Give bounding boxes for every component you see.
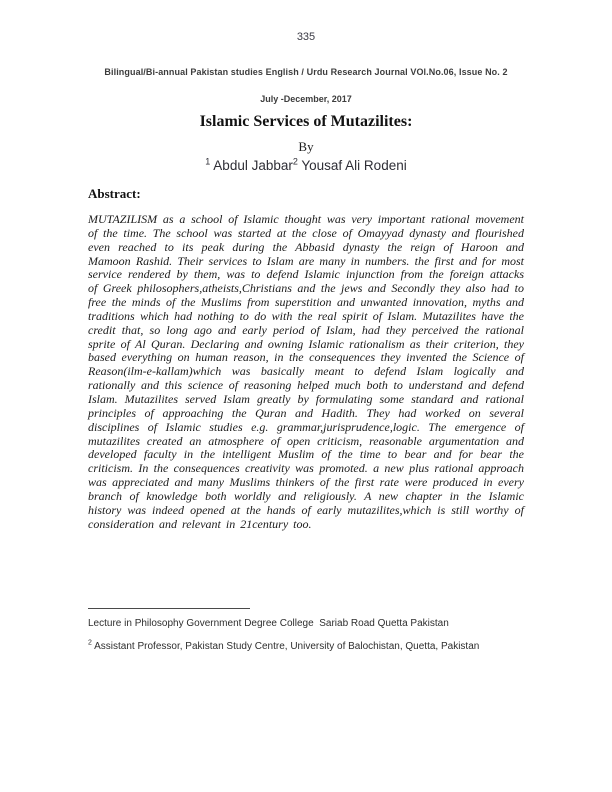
byline: By: [298, 139, 314, 154]
footnote-separator-rule: [88, 608, 250, 609]
page-number: 335: [296, 31, 316, 43]
author2-name: Yousaf Ali Rodeni: [297, 158, 407, 173]
author2-footnote-marker: 2: [292, 156, 298, 167]
footnote-2-text: Assistant Professor, Pakistan Study Centre, University of Balochistan, Quetta, Pakistan: [91, 641, 480, 652]
issue-date: July -December, 2017: [260, 94, 352, 104]
footnote-2: [88, 641, 552, 652]
abstract-text: MUTAZILISM as a school of Islamic thought was very important rational movement of the time. The school was started at the close of Omayyad dynasty and flourished even reached to its peak during the Abbasid dynasty the reign of Haroon and Mamoon Rashid. Their services to Islam are many in numbers. the first and for most service rendered by them, was to defend Islamic injunction from the foreign attacks of Greek philosophers,atheists,Christians and the jews and Secondly they also had to free the minds of the Muslims from superstition and unwanted innovation, myths and traditions which had nothing to do with the real spirit of Islam. Mutazilites have the credit that, so long ago and early period of Islam, had they perceived the rational sprite of Al Quran. Declaring and owning Islamic rationalism as their criterion, they based everything on human reason, in the consequences they invented the Science of Reason(ilm-e-kallam)which was basically meant to defend Islam logically and rationally and this science of reasoning helped much both to understand and defend Islam. Mutazilites served Islam greatly by formulating some standard and rational principles of approaching the Quran and Hadith. They had worked on several disciplines of Islamic studies e.g. grammar,jurisprudence,logic. The emergence of mutazilites created an atmosphere of open criticism, reasonable argumentation and developed faculty in the intelligent Muslim of the time to bear and for bear the criticism. In the consequences creativity was promoted. a new plus rational approach was appreciated and many Muslims thinkers of the first rate were produced in every branch of knowledge both worldly and religiously. A new chapter in the Islamic history was indeed opened at the hands of early mutazilites,which is still worthy of consideration and relevant in 21century too.: [88, 212, 524, 531]
author1-name: Abdul Jabbar: [210, 158, 293, 173]
authors-line: [0, 158, 612, 173]
article-title: Islamic Services of Mutazilites:: [199, 113, 413, 130]
journal-header: Bilingual/Bi-annual Pakistan studies English / Urdu Research Journal VOl.No.06, Issue No. 2: [104, 67, 508, 77]
footnote-1: Lecture in Philosophy Government Degree College Sariab Road Quetta Pakistan: [88, 618, 449, 629]
abstract-heading: Abstract:: [88, 186, 141, 201]
footnote-2-marker: 2: [88, 639, 92, 647]
author1-footnote-marker: 1: [205, 156, 211, 167]
